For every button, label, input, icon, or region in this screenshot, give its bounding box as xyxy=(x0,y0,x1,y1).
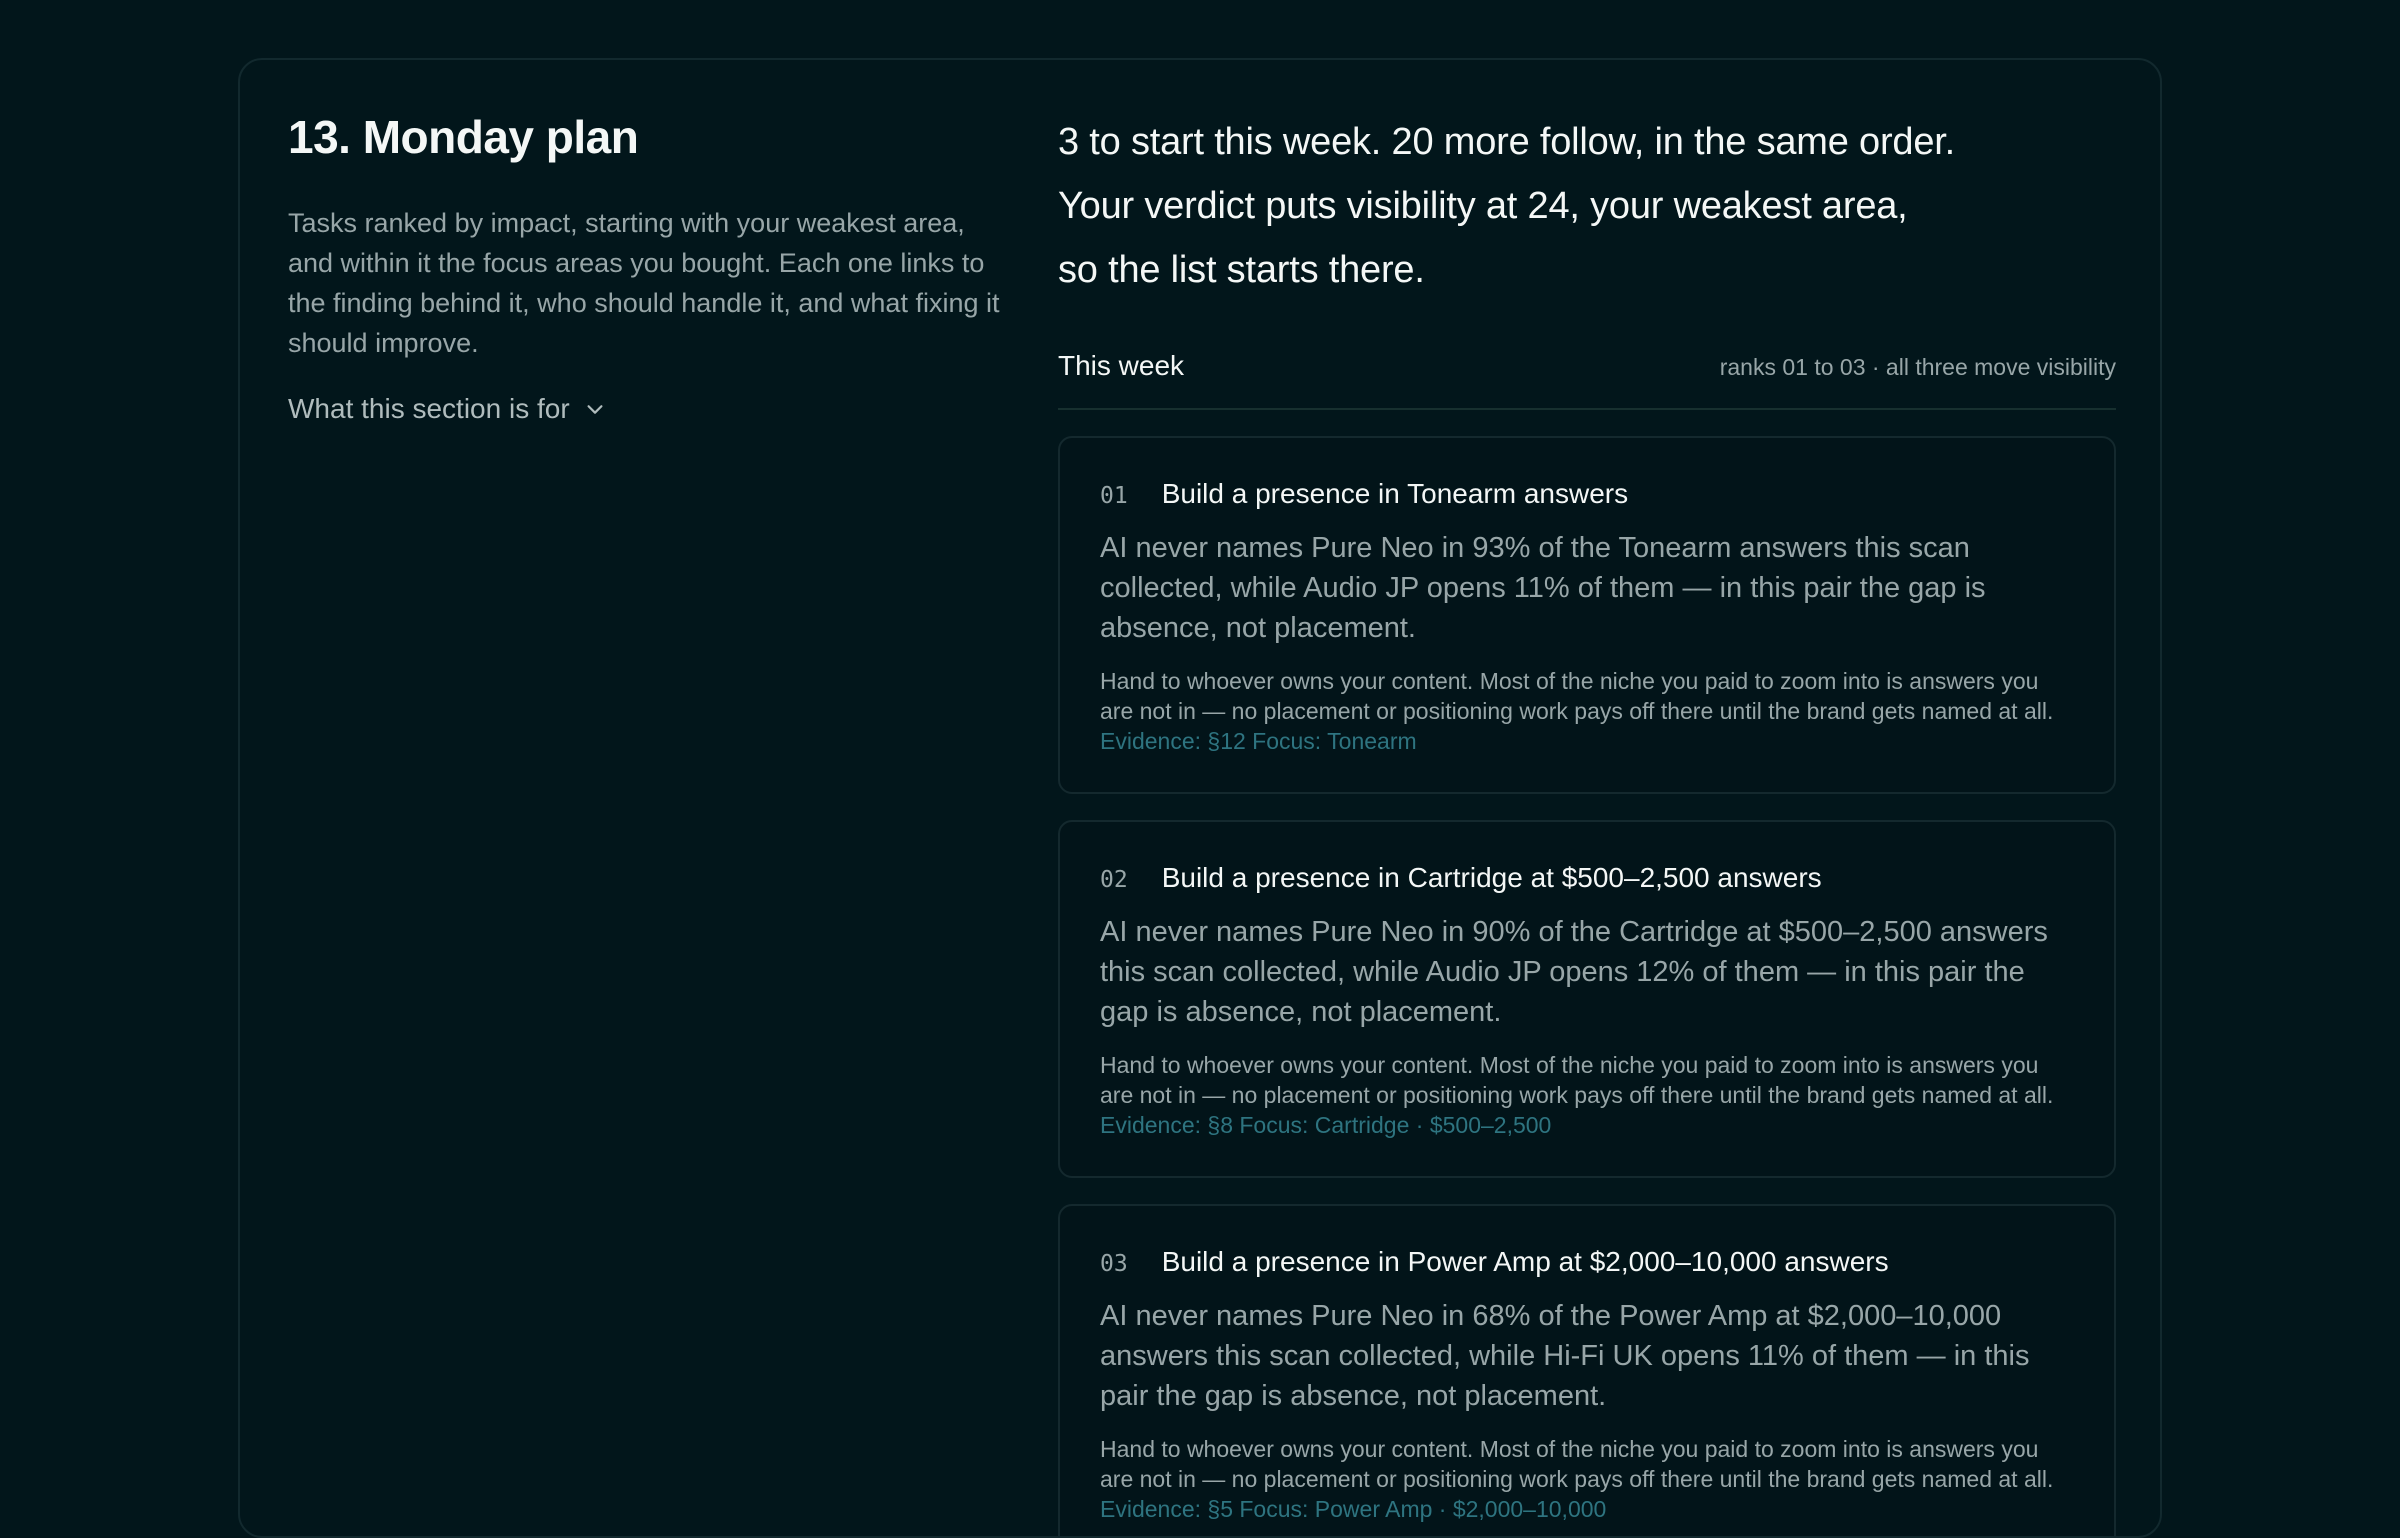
task-card xyxy=(1058,820,2116,1178)
task-note xyxy=(1100,1050,2074,1140)
task-note-text: Hand to whoever owns your content. Most of the niche you paid to zoom into is answers you are not in — no placement or positioning work pays off there until the brand gets named at all. xyxy=(1100,1436,2054,1492)
week-title: This week xyxy=(1058,350,1185,381)
evidence-link[interactable]: Evidence: §12 Focus: Tonearm xyxy=(1100,728,1417,754)
task-title: Build a presence in Power Amp at $2,000–10,000 answers xyxy=(1161,1246,1889,1277)
task-note xyxy=(1100,666,2074,756)
section-description: Tasks ranked by impact, starting with your weakest area, and within it the focus areas you bought. Each one links to the finding behind it, who should handle it, and what fixing it should improve. xyxy=(288,208,1000,359)
task-rank: 02 xyxy=(1100,867,1128,893)
lead-line: Your verdict puts visibility at 24, your weakest area, xyxy=(1058,185,1908,227)
task-rank: 03 xyxy=(1100,1251,1128,1277)
report-card xyxy=(238,58,2162,1538)
section-purpose-toggle[interactable] xyxy=(288,393,1008,425)
task-body: AI never names Pure Neo in 68% of the Power Amp at $2,000–10,000 answers this scan collected, while Hi-Fi UK opens 11% of them — in this pair the gap is absence, not placement. xyxy=(1100,1300,2030,1412)
section-intro xyxy=(288,110,1008,425)
task-header xyxy=(1100,1246,2074,1278)
task-title: Build a presence in Tonearm answers xyxy=(1161,478,1629,509)
task-title: Build a presence in Cartridge at $500–2,500 answers xyxy=(1161,862,1822,893)
task-note xyxy=(1100,1434,2074,1524)
section-title: 13. Monday plan xyxy=(288,111,639,163)
evidence-link[interactable]: Evidence: §8 Focus: Cartridge · $500–2,500 xyxy=(1100,1112,1552,1138)
task-card xyxy=(1058,436,2116,794)
plan-lead xyxy=(1058,110,2116,302)
task-header xyxy=(1100,478,2074,510)
plan-main xyxy=(1058,110,2116,1538)
task-header xyxy=(1100,862,2074,894)
task-note-text: Hand to whoever owns your content. Most of the niche you paid to zoom into is answers you are not in — no placement or positioning work pays off there until the brand gets named at all. xyxy=(1100,668,2054,724)
task-note-text: Hand to whoever owns your content. Most of the niche you paid to zoom into is answers you are not in — no placement or positioning work pays off there until the brand gets named at all. xyxy=(1100,1052,2054,1108)
toggle-label: What this section is for xyxy=(288,393,570,425)
lead-line: 3 to start this week. 20 more follow, in the same order. xyxy=(1058,121,1956,163)
task-body: AI never names Pure Neo in 90% of the Cartridge at $500–2,500 answers this scan collected, while Audio JP opens 12% of them — in this pair the gap is absence, not placement. xyxy=(1100,916,2048,1028)
lead-line: so the list starts there. xyxy=(1058,249,1425,291)
week-header xyxy=(1058,350,2116,410)
chevron-down-icon xyxy=(584,398,606,420)
week-meta: ranks 01 to 03 · all three move visibility xyxy=(1719,354,2116,380)
task-card xyxy=(1058,1204,2116,1538)
evidence-link[interactable]: Evidence: §5 Focus: Power Amp · $2,000–10,000 xyxy=(1100,1496,1607,1522)
task-body: AI never names Pure Neo in 93% of the Tonearm answers this scan collected, while Audio JP opens 11% of them — in this pair the gap is absence, not placement. xyxy=(1100,532,1986,644)
task-rank: 01 xyxy=(1100,483,1128,509)
